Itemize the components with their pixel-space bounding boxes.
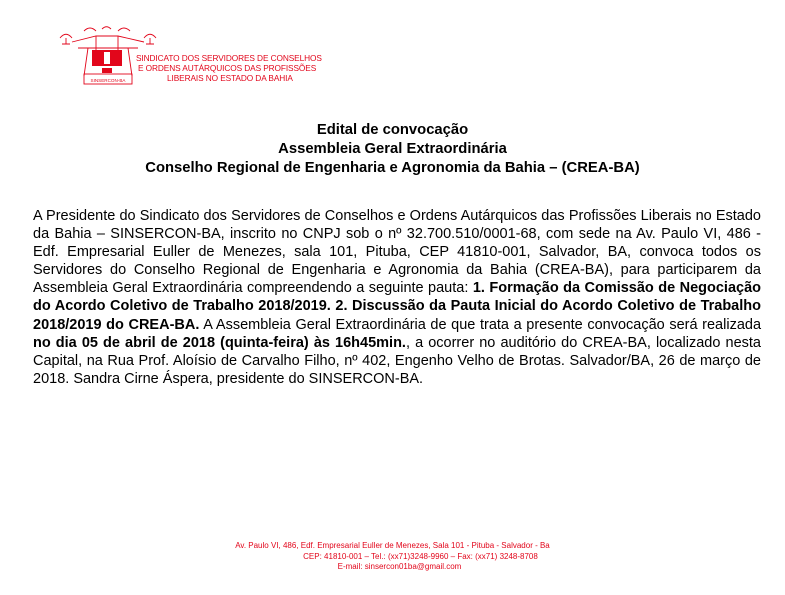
footer-phone: CEP: 41810-001 – Tel.: (xx71)3248-9960 – Fax: (xx71) 3248-8708 (303, 551, 538, 561)
body-assembly: A Assembleia Geral Extraordinária de que trata a presente convocação será realizada (203, 316, 762, 333)
org-name-line-1: SINDICATO DOS SERVIDORES DE CONSELHOS (136, 53, 322, 63)
organization-name (136, 53, 356, 83)
heading-subtitle: Assembleia Geral Extraordinária (278, 141, 507, 157)
body-location: , a ocorrer no auditório do CREA-BA, localizado nesta Capital, na Rua Prof. Aloísio de Carvalho Filho, nº 402, Engenho Velho de Brotas. Salvador/BA, 26 de março de 2018. Sandra Cirne Áspera, presidente do SINSERCON-BA. (33, 334, 761, 387)
footer-address: Av. Paulo VI, 486, Edf. Empresarial Euller de Menezes, Sala 101 - Pituba - Salvador - Ba (235, 541, 550, 550)
heading-council: Conselho Regional de Engenharia e Agronomia da Bahia – (CREA-BA) (145, 160, 640, 176)
agenda-items: 1. Formação da Comissão de Negociação do Acordo Coletivo de Trabalho 2018/2019. 2. Discussão da Pauta Inicial do Acordo Coletivo de Trabalho 2018/2019 do CREA-BA. (33, 280, 762, 333)
footer (0, 541, 785, 573)
heading-title: Edital de convocação (316, 122, 469, 138)
org-name-line-3: LIBERAIS NO ESTADO DA BAHIA (167, 73, 293, 83)
document-heading (0, 121, 785, 178)
assembly-date: no dia 05 de abril de 2018 (quinta-feira) às 16h45min. (33, 334, 406, 351)
body-text (33, 207, 761, 388)
footer-email: E-mail: sinsercon01ba@gmail.com (337, 562, 462, 571)
logo-caption: SINSERCON-BA (90, 78, 126, 83)
body-intro: A Presidente do Sindicato dos Servidores de Conselhos e Ordens Autárquicos das Profissões Liberais no Estado da Bahia – SINSERCON-BA, inscrito no CNPJ sob o nº 32.700.510/0001-68, com sede na Av. Paulo VI, 486 - Edf. Empresarial Euller de Menezes, sala 101, Pituba, CEP 41810-001, Salvador, BA, convoca todos os Servidores do Conselho Regional de Engenharia e Agronomia da Bahia (CREA-BA), para participarem da Assembleia Geral Extraordinária compreendendo a seguinte pauta: (33, 208, 761, 297)
org-name-line-2: E ORDENS AUTÁRQUICOS DAS PROFISSÕES (138, 63, 317, 73)
